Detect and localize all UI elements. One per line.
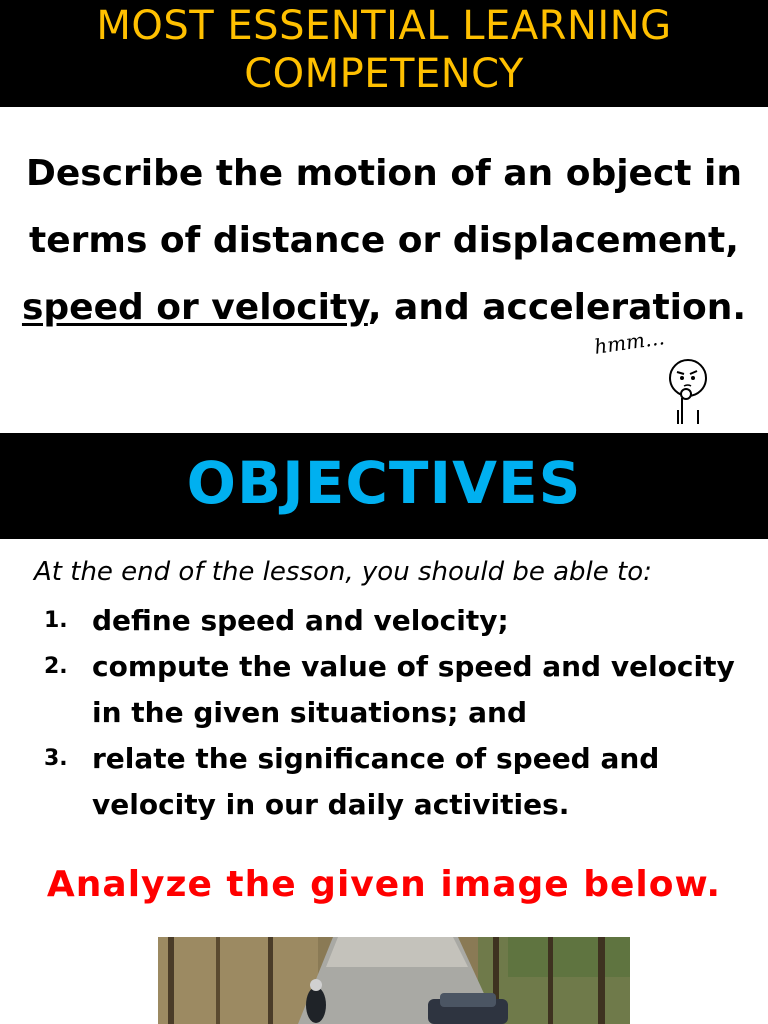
thinking-person-icon <box>660 354 720 426</box>
objectives-intro: At the end of the lesson, you should be able to: <box>34 557 652 587</box>
thinking-caption: hmm… <box>592 325 667 359</box>
objectives-banner <box>0 433 768 539</box>
competency-line-2: terms of distance or displacement, <box>29 220 739 261</box>
objective-text: define speed and velocity; <box>92 604 509 637</box>
objectives-list <box>44 598 754 828</box>
objective-number: 1. <box>44 608 68 633</box>
objective-number: 3. <box>44 746 68 771</box>
road-scene-photo <box>158 937 630 1024</box>
competency-header-banner <box>0 0 768 107</box>
competency-underlined-phrase: speed or velocity <box>21 287 368 328</box>
competency-line-1: Describe the motion of an object in <box>25 153 743 194</box>
competency-line-3-rest: , and acceleration. <box>367 287 747 328</box>
objective-item <box>44 736 754 828</box>
competency-header-title: MOST ESSENTIAL LEARNING COMPETENCY <box>96 2 672 97</box>
objective-item <box>44 644 754 736</box>
objective-text: compute the value of speed and velocity in the given situations; and <box>92 650 735 729</box>
objective-item <box>44 598 754 644</box>
analyze-prompt: Analyze the given image below. <box>46 864 722 905</box>
objective-number: 2. <box>44 654 68 679</box>
competency-statement <box>0 140 768 341</box>
objectives-title: OBJECTIVES <box>186 449 582 517</box>
objective-text: relate the significance of speed and velocity in our daily activities. <box>92 742 660 821</box>
